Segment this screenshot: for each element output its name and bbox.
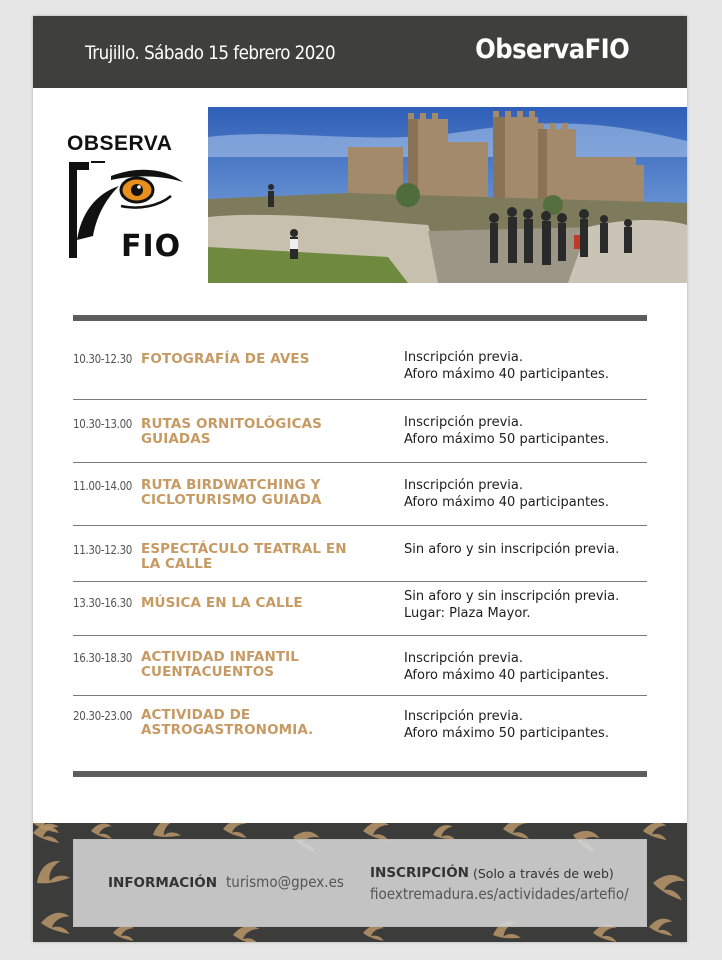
activity-title: FOTOGRAFÍA DE AVES <box>141 351 310 367</box>
activity-info: Inscripción previa. Aforo máximo 40 participantes. <box>404 651 609 683</box>
logo-word-fio: FIO <box>121 229 182 264</box>
activity-info: Inscripción previa. Aforo máximo 40 participantes. <box>404 350 609 382</box>
schedule-row <box>73 636 647 696</box>
activity-title: RUTAS ORNITOLÓGICAS GUIADAS <box>141 416 322 447</box>
registration-url-link[interactable]: fioextremadura.es/actividades/artefio/ <box>370 885 629 903</box>
time-slot: 10.30-12.30 <box>73 352 133 366</box>
registration-label: INSCRIPCIÓN <box>370 865 469 881</box>
activity-info: Inscripción previa. Aforo máximo 50 participantes. <box>404 709 609 741</box>
schedule-row <box>73 326 647 400</box>
schedule-row <box>73 696 647 776</box>
time-slot: 13.30-16.30 <box>73 596 133 610</box>
brand-title: ObservaFIO <box>474 34 629 65</box>
activity-title: ESPECTÁCULO TEATRAL EN LA CALLE <box>141 541 347 572</box>
contact-box <box>73 839 647 927</box>
poster-page <box>33 16 687 942</box>
activity-title: RUTA BIRDWATCHING Y CICLOTURISMO GUIADA <box>141 477 322 508</box>
activity-title: ACTIVIDAD INFANTIL CUENTACUENTOS <box>141 649 299 680</box>
header-bar <box>33 16 687 88</box>
observafio-logo <box>67 132 187 262</box>
time-slot: 10.30-13.00 <box>73 417 133 431</box>
schedule-row <box>73 582 647 636</box>
footer-band <box>33 823 687 942</box>
schedule-table <box>73 326 647 776</box>
contact-email-link[interactable]: turismo@gpex.es <box>226 873 344 891</box>
activity-title: ACTIVIDAD DE ASTROGASTRONOMIA. <box>141 707 314 738</box>
time-slot: 11.00-14.00 <box>73 479 133 493</box>
activity-title: MÚSICA EN LA CALLE <box>141 595 303 611</box>
schedule-row <box>73 526 647 582</box>
schedule-bottom-rule <box>73 771 647 777</box>
activity-info: Sin aforo y sin inscripción previa. Lugar: Plaza Mayor. <box>404 589 620 621</box>
activity-info: Sin aforo y sin inscripción previa. <box>404 542 620 557</box>
registration-note: (Solo a través de web) <box>473 866 614 881</box>
schedule-row <box>73 400 647 463</box>
event-date: Trujillo. Sábado 15 febrero 2020 <box>85 42 336 64</box>
schedule-row <box>73 463 647 526</box>
activity-info: Inscripción previa. Aforo máximo 40 participantes. <box>404 478 609 510</box>
castle-photo <box>208 107 687 283</box>
schedule-top-rule <box>73 315 647 321</box>
logo-word-observa: OBSERVA <box>67 132 173 155</box>
time-slot: 16.30-18.30 <box>73 651 133 665</box>
activity-info: Inscripción previa. Aforo máximo 50 participantes. <box>404 415 609 447</box>
time-slot: 11.30-12.30 <box>73 543 133 557</box>
info-label: INFORMACIÓN <box>108 875 218 891</box>
time-slot: 20.30-23.00 <box>73 709 133 723</box>
